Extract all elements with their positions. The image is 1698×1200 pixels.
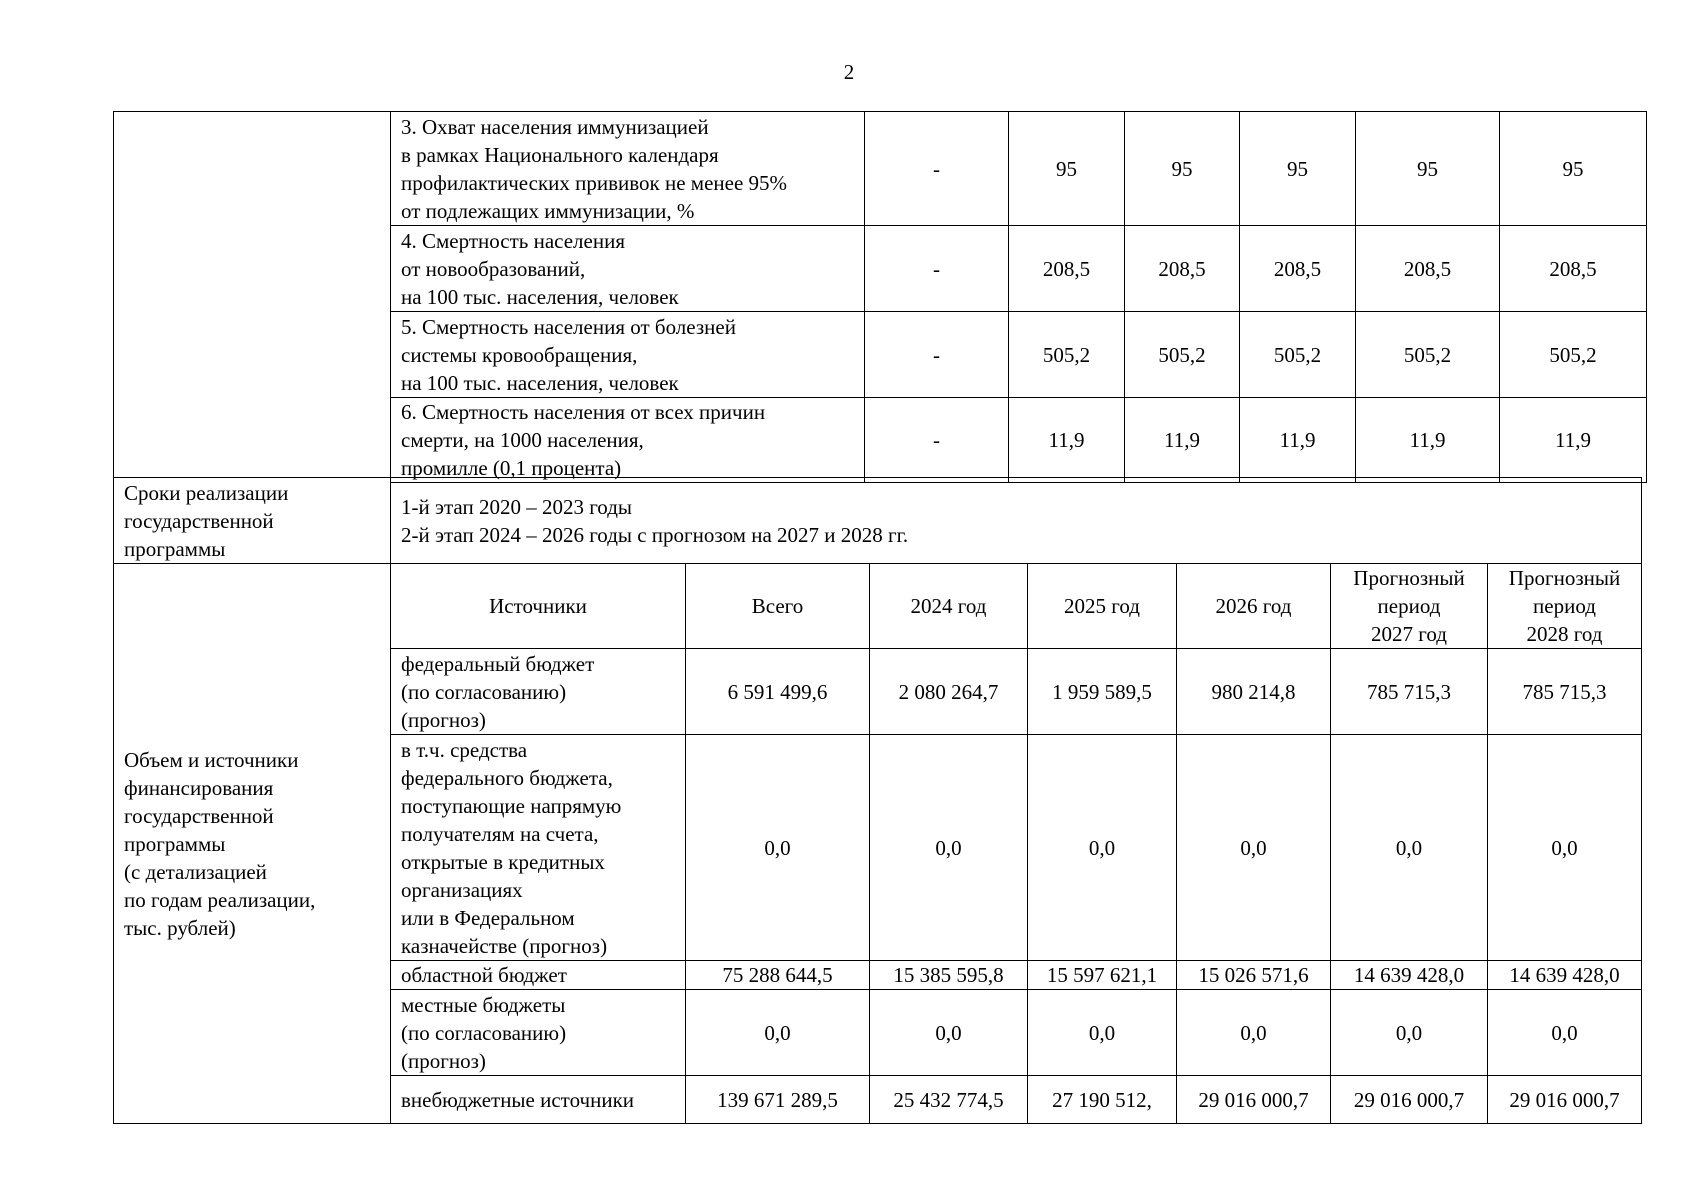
column-header: 2025 год (1028, 564, 1177, 649)
indicators-table (113, 111, 1647, 483)
finance-value: 27 190 512, (1028, 1076, 1177, 1124)
indicator-base: - (865, 398, 1009, 483)
indicator-value: 11,9 (1500, 398, 1647, 483)
indicator-value: 95 (1125, 112, 1240, 226)
indicator-base: - (865, 112, 1009, 226)
finance-value: 15 597 621,1 (1028, 961, 1177, 990)
indicator-label: 6. Смертность населения от всех причин смерти, на 1000 населения, промилле (0,1 процента) (391, 398, 865, 483)
finance-value: 0,0 (686, 735, 870, 961)
indicator-value: 208,5 (1125, 226, 1240, 312)
finance-value: 0,0 (1331, 990, 1488, 1076)
column-header: Прогнозный период 2027 год (1331, 564, 1488, 649)
finance-value: 0,0 (1177, 990, 1331, 1076)
source-label: областной бюджет (391, 961, 686, 990)
finance-value: 15 026 571,6 (1177, 961, 1331, 990)
indicator-value: 11,9 (1240, 398, 1356, 483)
source-label: внебюджетные источники (391, 1076, 686, 1124)
finance-value: 25 432 774,5 (870, 1076, 1028, 1124)
indicator-value: 95 (1240, 112, 1356, 226)
finance-value: 0,0 (1028, 735, 1177, 961)
column-header: 2026 год (1177, 564, 1331, 649)
indicator-value: 505,2 (1240, 312, 1356, 398)
source-label: федеральный бюджет (по согласованию) (прогноз) (391, 649, 686, 735)
indicator-label: 5. Смертность населения от болезней системы кровообращения, на 100 тыс. населения, человек (391, 312, 865, 398)
finance-label: Объем и источники финансирования государственной программы (с детализацией по годам реализации, тыс. рублей) (114, 564, 391, 1124)
column-header: 2024 год (870, 564, 1028, 649)
finance-value: 0,0 (870, 990, 1028, 1076)
finance-value: 14 639 428,0 (1488, 961, 1642, 990)
column-header: Источники (391, 564, 686, 649)
finance-value: 0,0 (1488, 990, 1642, 1076)
indicator-value: 505,2 (1009, 312, 1125, 398)
indicator-value: 505,2 (1356, 312, 1500, 398)
finance-value: 0,0 (1028, 990, 1177, 1076)
indicator-value: 95 (1009, 112, 1125, 226)
period-text: 1-й этап 2020 – 2023 годы 2-й этап 2024 – 2026 годы с прогнозом на 2027 и 2028 гг. (391, 478, 1642, 564)
finance-value: 139 671 289,5 (686, 1076, 870, 1124)
source-label: местные бюджеты (по согласованию) (прогноз) (391, 990, 686, 1076)
indicator-value: 208,5 (1500, 226, 1647, 312)
period-row (114, 478, 1642, 564)
indicator-label: 4. Смертность населения от новообразований, на 100 тыс. населения, человек (391, 226, 865, 312)
period-label: Сроки реализации государственной программы (114, 478, 391, 564)
indicator-value: 208,5 (1356, 226, 1500, 312)
indicator-value: 208,5 (1240, 226, 1356, 312)
finance-value: 15 385 595,8 (870, 961, 1028, 990)
finance-value: 1 959 589,5 (1028, 649, 1177, 735)
finance-value: 0,0 (870, 735, 1028, 961)
finance-value: 980 214,8 (1177, 649, 1331, 735)
finance-value: 75 288 644,5 (686, 961, 870, 990)
indicator-base: - (865, 312, 1009, 398)
period-table (113, 477, 1642, 564)
indicator-label: 3. Охват населения иммунизацией в рамках Национального календаря профилактических прививок не менее 95% от подлежащих иммунизации, % (391, 112, 865, 226)
column-header: Прогнозный период 2028 год (1488, 564, 1642, 649)
finance-value: 785 715,3 (1488, 649, 1642, 735)
indicator-value: 11,9 (1356, 398, 1500, 483)
finance-value: 785 715,3 (1331, 649, 1488, 735)
finance-value: 0,0 (1331, 735, 1488, 961)
indicator-value: 95 (1356, 112, 1500, 226)
source-label: в т.ч. средства федерального бюджета, поступающие напрямую получателям на счета, открытые в кредитных организациях или в Федеральном казначействе (прогноз) (391, 735, 686, 961)
indicator-row (114, 112, 1647, 226)
finance-value: 0,0 (1488, 735, 1642, 961)
indicator-value: 95 (1500, 112, 1647, 226)
indicator-value: 11,9 (1009, 398, 1125, 483)
finance-value: 6 591 499,6 (686, 649, 870, 735)
finance-value: 29 016 000,7 (1488, 1076, 1642, 1124)
indicator-value: 208,5 (1009, 226, 1125, 312)
indicator-value: 505,2 (1125, 312, 1240, 398)
finance-value: 2 080 264,7 (870, 649, 1028, 735)
finance-header-row (114, 564, 1642, 649)
indicator-value: 505,2 (1500, 312, 1647, 398)
finance-value: 0,0 (1177, 735, 1331, 961)
blank-cell (114, 112, 391, 483)
finance-value: 0,0 (686, 990, 870, 1076)
column-header: Всего (686, 564, 870, 649)
indicator-value: 11,9 (1125, 398, 1240, 483)
page-number: 2 (843, 60, 855, 84)
finance-value: 14 639 428,0 (1331, 961, 1488, 990)
finance-value: 29 016 000,7 (1331, 1076, 1488, 1124)
finance-value: 29 016 000,7 (1177, 1076, 1331, 1124)
finance-table (113, 563, 1642, 1124)
indicator-base: - (865, 226, 1009, 312)
